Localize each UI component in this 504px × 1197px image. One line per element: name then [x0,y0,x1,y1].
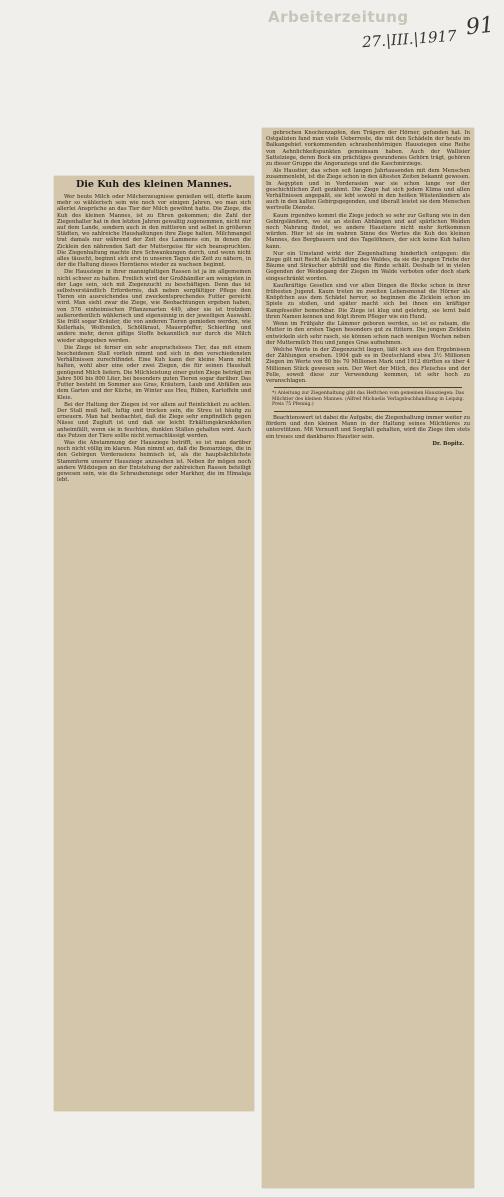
newspaper-masthead: Arbeiterzeitung [268,8,409,26]
footnote: *) Anleitung zur Ziegenhaltung gibt das Heftchen vom gemeinen Hausziegen: Das Milchtier des kleinen Mannes. (Alfred Michaelis Verlagsbuchhandlung in Leipzig. Preis 75 Pfennig.) [272,391,464,408]
article-paragraph: Wer heute Milch oder Milcherzeugnisse genießen will, dürfte kaum mehr so wählerisch sein wie noch vor einigen Jahren, wo man sich allerlei Ansprüche an das Tier der Milch gewöhnt hatte. Die Ziege, die Kuh des kleinen Mannes, ist zu Ehren gekommen; die Zahl der Ziegenhalter hat in den letzten Jahren gewaltig zugenommen, nicht nur auf dem Lande, sondern auch in den mittleren und selbst in größeren Städten, wo zahlreiche Haushaltungen ihre Ziege halten. Milchmangel trat damals nur während der Zeit des Lammens ein, in denen die Zicklein den nährenden Saft der Muttergeise für sich beanspruchten. Die Ziegenhaltung machte ihre Schwankungen durch, und wenn nicht alles täuscht, beginnt sich erst in unseren Tagen die Zeit zu nähern, in der die Haltung dieses Horntieres wieder zu wachsen beginnt. [57,194,251,269]
article-column-left [54,176,254,1111]
article-paragraph: Wenn im Frühjahr die Lämmer geboren werden, so ist es ratsam, die Mutter in den ersten Tagen besonders gut zu füttern. Die jungen Zicklein entwickeln sich sehr rasch, sie können schon nach wenigen Wochen neben der Muttermilch Heu und junges Gras aufnehmen. [266,321,470,346]
article-paragraph: Kaufkräftige Gesellen sind vor allen Dingen die Böcke schon in ihrer frühesten Jugend. Kaum treten im zweiten Lebensmonat die Hörner als Knöpfchen aus dem Schädel hervor, so beginnen die Zicklein schon im Spiele zu stoßen, und später macht sich bei ihnen ein kräftiger Kampfeseifer bemerkbar. Die Ziege ist klug und gelehrig, sie lernt bald ihren Namen kennen und folgt ihrem Pfleger wie ein Hund. [266,282,470,320]
article-paragraph: Welche Werte in der Ziegenzucht liegen, läßt sich aus den Ergebnissen der Zählungen ersehen. 1904 gab es in Deutschland etwa 3½ Millionen Ziegen im Werte von 60 bis 70 Millionen Mark und 1912 dürften es über 4 Millionen Stück gewesen sein. Der Wert der Milch, des Fleisches und der Felle, soweit diese zur Verwendung kommen, ist sehr hoch zu veranschlagen. [266,346,470,384]
divider [274,387,462,388]
author-signature: Dr. Bopitz. [432,440,464,447]
divider [274,411,462,412]
article-paragraph: Als Haustier, das schon seit langen Jahrtausenden mit dem Menschen zusammenlebt, ist die Ziege schon in den ältesten Zeiten bekannt gewesen. In Aegypten und in Vorderasien war sie schon lange vor der geschichtlichen Zeit gezähmt. Die Ziege hat sich jedem Klima und allen Verhältnissen angepaßt, sie lebt sowohl in den heißen Wüstenländern als auch in den kalten Gebirgsgegenden, und überall leistet sie dem Menschen wertvolle Dienste. [266,168,470,212]
article-paragraph: gebrochen Knochenzapfen, den Trägern der Hörner, gefunden hat. In Ostgalizien fand man viele Ueberreste, die mit den Schädeln der heute im Balkangebiet vorkommenden schraubenhörnigen Hausziegen eine Reihe von Aehnlichkeitspunkten gemeinsam haben. Auch der Wallisier Sattelziege, deren Bock ein prächtiges gewundenes Gehörn trägt, gehören zu dieser Gruppe die Angoraziege und die Kaschmirziege. [266,130,470,168]
article-paragraph: Kaum irgendwo kommt die Ziege jedoch so sehr zur Geltung wie in den Gebirgsländern, wo sie an steilen Abhängen und auf spärlichen Weiden noch Nahrung findet, wo andere Haustiere nicht mehr fortkommen würden. Hier ist sie im wahren Sinne des Wortes die Kuh des kleinen Mannes, des Bergbauern und des Tagelöhners, der sich keine Kuh halten kann. [266,212,470,250]
article-paragraph: Die Ziege ist ferner ein sehr anspruchsloses Tier, das mit einem bescheidenen Stall vorlieb nimmt und sich in den verschiedensten Verhältnissen zurechtfindet. Eine Kuh kann der kleine Mann nicht halten, wohl aber eine oder zwei Ziegen, die für seinen Haushalt genügend Milch liefern. Die Milchleistung einer guten Ziege beträgt im Jahre 500 bis 800 Liter, bei besonders guten Tieren sogar darüber. Das Futter besteht im Sommer aus Gras, Kräutern, Laub und Abfällen aus dem Garten und der Küche, im Winter aus Heu, Rüben, Kartoffeln und Kleie. [57,344,251,401]
article-paragraph: Beachtenswert ist dabei die Aufgabe, die Ziegenhaltung immer weiter zu fördern und den kleinen Mann in der Haltung seines Milchtieres zu unterstützen. Mit Vernunft und Sorgfalt gehalten, wird die Ziege ihm stets ein treues und dankbares Haustier sein. [266,414,470,440]
article-paragraph: Bei der Haltung der Ziegen ist vor allem auf Reinlichkeit zu achten. Der Stall muß hell, luftig und trocken sein, die Streu ist häufig zu erneuern. Man hat beobachtet, daß die Ziege sehr empfindlich gegen Nässe und Zugluft ist und daß sie leicht Erkältungskrankheiten anheimfällt, wenn sie in feuchten, dunklen Ställen gehalten wird. Auch das Putzen der Tiere sollte nicht vernachlässigt werden. [57,401,251,439]
article-paragraph: Was die Abstammung der Hausziege betrifft, so ist man darüber noch nicht völlig im klaren. Man nimmt an, daß die Bezoarziege, die in den Gebirgen Vorderasiens heimisch ist, als die hauptsächlichste Stammform unserer Hausziege anzusehen ist. Neben ihr mögen noch andere Wildziegen an der Entstehung der zahlreichen Rassen beteiligt gewesen sein, wie die Schraubenziege oder Markhor, die im Himalaja lebt. [57,439,251,484]
article-column-right [262,128,474,1188]
article-paragraph: Nur ein Umstand wirkt der Ziegenhaltung hinderlich entgegen: die Ziege gilt mit Recht als Schädling des Waldes, da sie die jungen Triebe der Bäume und Sträucher abfrißt und die Rinde schält. Deshalb ist in vielen Gegenden der Weidegang der Ziegen im Walde verboten oder doch stark eingeschränkt worden. [266,250,470,282]
article-paragraph: Die Hausziege in ihrer mannigfaltigen Rassen ist ja im allgemeinen nicht schwer zu halten. Freilich wird der Großhändler am wenigsten in der Lage sein, sich mit Ziegenzucht zu beschäftigen. Denn das ist selbstverständlich Erfordernis, daß neben sorgfältiger Pflege den Tieren ein ausreichendes und zweckentsprechendes Futter gereicht wird. Man sieht zwar die Ziege, wie Beobachtungen ergeben haben, von 576 einheimischen Pflanzenarten 449, aber sie ist trotzdem außerordentlich wählerisch und eigensinnig in der jeweiligen Auswahl. Sie frißt sogar Kräuter, die von anderen Tieren gemieden werden, wie Kellerhals, Wolfsmilch, Schöllkraut, Mauerpfeffer, Schierling und andere mehr, deren giftige Stoffe bekanntlich nur durch die Milch wieder abgegeben werden. [57,269,251,344]
handwritten-date: 27.|III.|1917 [361,26,458,52]
article-title: Die Kuh des kleinen Mannes. [76,179,232,190]
handwritten-page-number: 91 [464,12,496,41]
